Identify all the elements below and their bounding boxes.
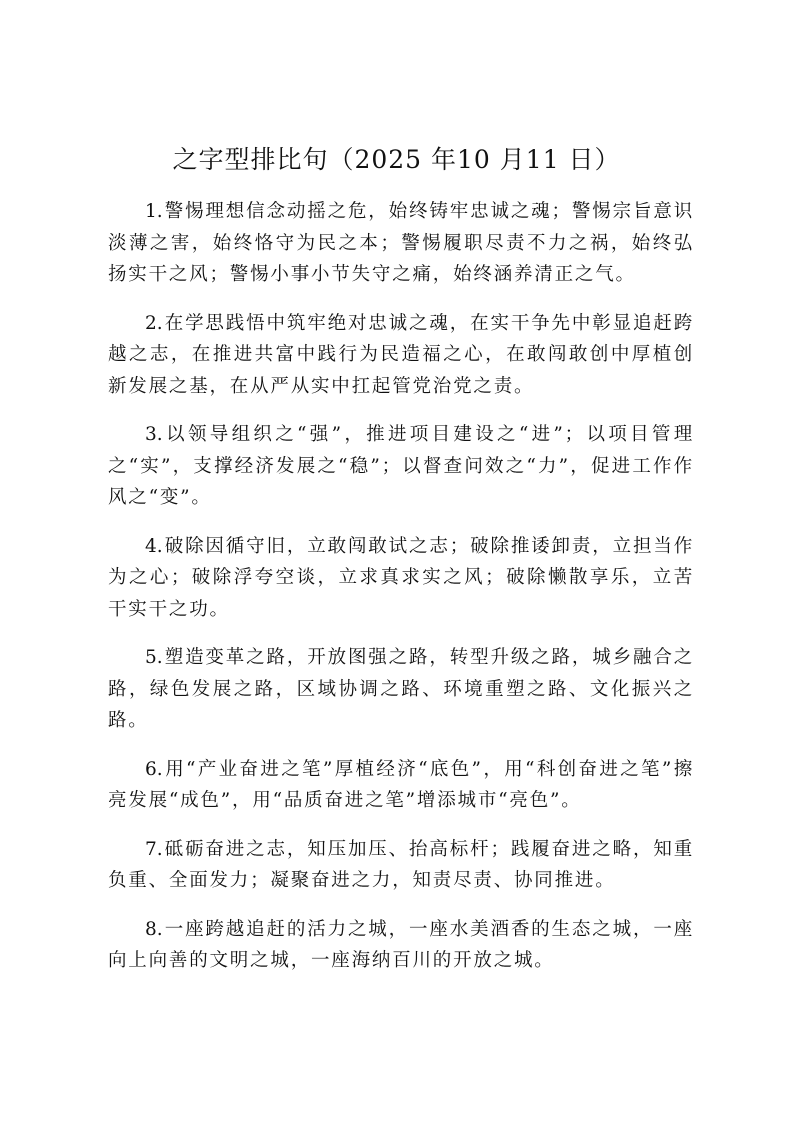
paragraph-7 — [108, 834, 694, 897]
paragraph-text: 用“产业奋进之笔”厚植经济“底色”，用“科创奋进之笔”擦亮发展“成色”，用“品质奋进之笔”增添城市“亮色”。 — [108, 758, 694, 811]
paragraph-text: 警惕理想信念动摇之危，始终铸牢忠诚之魂；警惕宗旨意识淡薄之害，始终恪守为民之本；警惕履职尽责不力之祸，始终弘扬实干之风；警惕小事小节失守之痛，始终涵养清正之气。 — [108, 201, 694, 285]
paragraph-6 — [108, 754, 694, 817]
paragraph-text: 塑造变革之路，开放图强之路，转型升级之路，城乡融合之路，绿色发展之路，区域协调之路、环境重塑之路、文化振兴之路。 — [108, 647, 694, 731]
paragraph-number: 3. — [145, 424, 163, 445]
paragraph-text: 破除因循守旧，立敢闯敢试之志；破除推诿卸责，立担当作为之心；破除浮夸空谈，立求真求实之风；破除懒散享乐，立苦干实干之功。 — [108, 535, 694, 620]
paragraph-2 — [108, 308, 694, 403]
paragraph-number: 1. — [145, 201, 163, 222]
page-title: 之字型排比句（2025 年10 月11 日） — [172, 145, 621, 174]
paragraph-8 — [108, 914, 694, 977]
paragraph-text: 以领导组织之“强”，推进项目建设之“进”；以项目管理之“实”，支撑经济发展之“稳”；以督查问效之“力”，促进工作作风之“变”。 — [108, 424, 694, 508]
paragraph-1 — [108, 196, 694, 291]
paragraph-5 — [108, 642, 694, 737]
paragraph-number: 2. — [145, 312, 163, 334]
paragraph-text: 一座跨越追赶的活力之城，一座水美酒香的生态之城，一座向上向善的文明之城，一座海纳百川的开放之城。 — [108, 918, 694, 971]
paragraph-number: 5. — [145, 647, 163, 668]
paragraph-number: 4. — [145, 535, 163, 557]
paragraph-number: 7. — [145, 838, 163, 860]
paragraph-3 — [108, 419, 694, 514]
paragraph-text: 在学思践悟中筑牢绝对忠诚之魂，在实干争先中彰显追赶跨越之志，在推进共富中践行为民造福之心，在敢闯敢创中厚植创新发展之基，在从严从实中扛起管党治党之责。 — [108, 312, 694, 397]
paragraph-number: 8. — [145, 918, 163, 940]
paragraph-text: 砥砺奋进之志，知压加压、抬高标杆；践履奋进之略，知重负重、全面发力；凝聚奋进之力，知责尽责、协同推进。 — [108, 838, 694, 891]
paragraph-4 — [108, 531, 694, 626]
paragraph-number: 6. — [145, 758, 163, 780]
document-body — [108, 196, 694, 994]
